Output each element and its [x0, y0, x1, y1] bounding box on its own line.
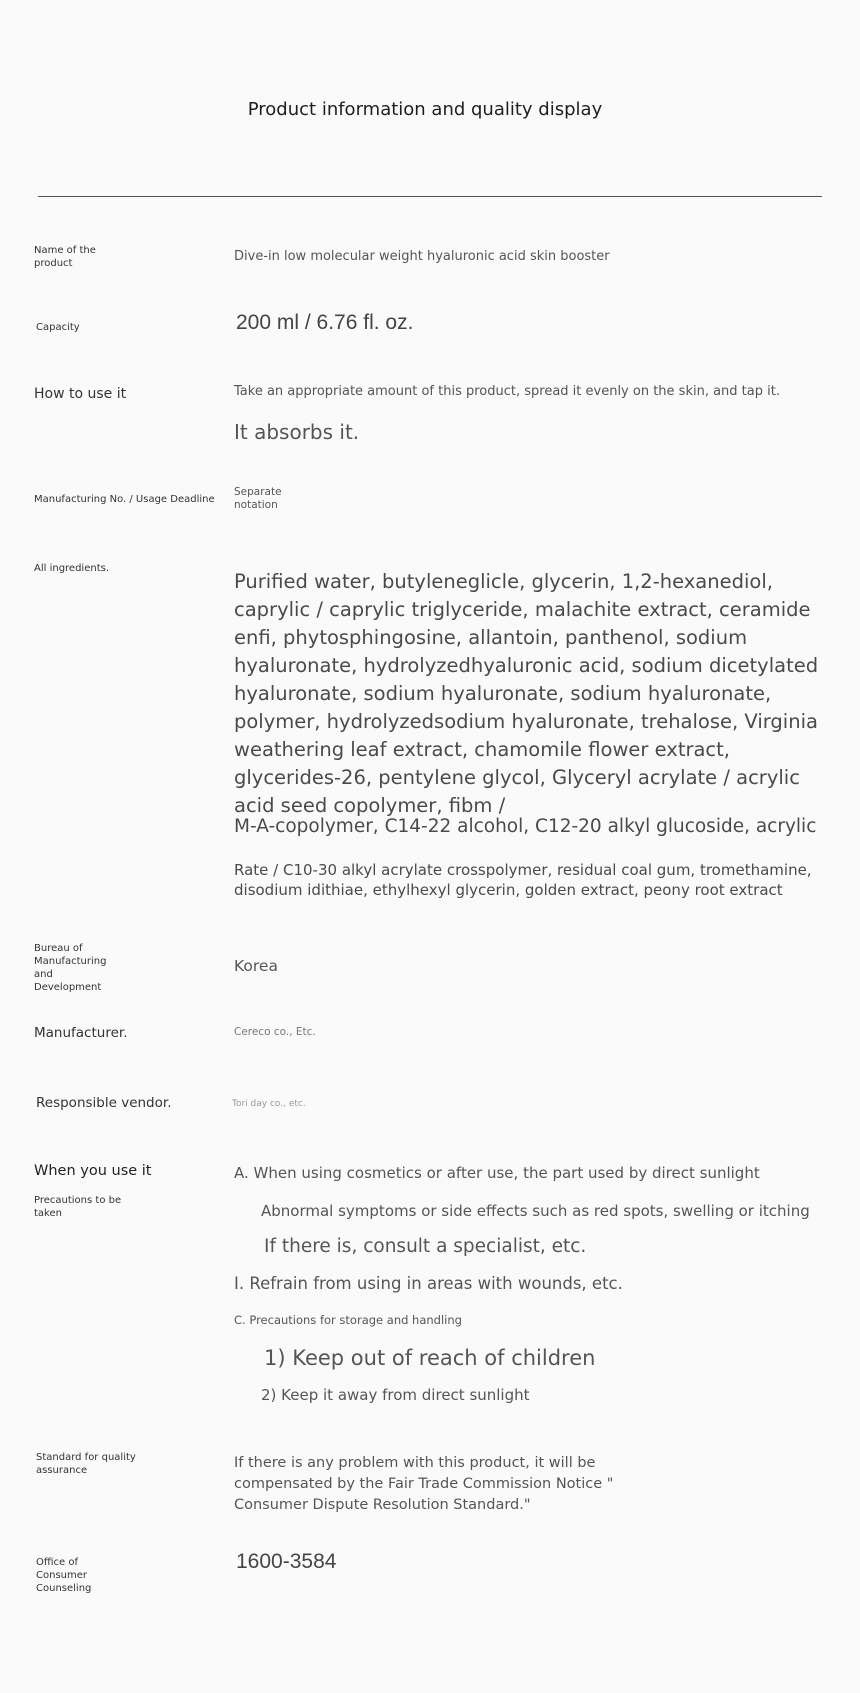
value-manufacturing: Separate notation: [234, 486, 282, 511]
precaution-a3: If there is, consult a specialist, etc.: [264, 1236, 587, 1257]
value-ingredients-continued: M-A-copolymer, C14-22 alcohol, C12-20 alkyl glucoside, acrylic: [234, 816, 817, 837]
label-bureau: Bureau of Manufacturing and Development: [34, 943, 107, 993]
value-manufacturer: Cereco co., Etc.: [234, 1026, 316, 1038]
label-product-name: Name of the product: [34, 245, 96, 269]
precaution-a2: Abnormal symptoms or side effects such as red spots, swelling or itching: [261, 1202, 810, 1220]
label-manufacturer: Manufacturer.: [34, 1025, 128, 1041]
page-title: Product information and quality display: [247, 99, 603, 120]
value-ingredients-main: Purified water, butyleneglicle, glycerin, 1,2-hexanediol, caprylic / caprylic triglyceride, malachite extract, ceramide enfi, phytosphingosine, allantoin, panthenol, sodium hyaluronate, hydrolyzedhyaluronic acid, sodium dicetylated hyaluronate, sodium hyaluronate, sodium hyaluronate, polymer, hydrolyzedsodium hyaluronate, trehalose, Virginia weathering leaf extract, chamomile flower extract, glycerides-26, pentylene glycol, Glyceryl acrylate / acrylic acid seed copolymer, fibm /: [234, 570, 819, 817]
value-bureau: Korea: [234, 957, 278, 975]
divider: [38, 196, 822, 197]
value-standard: If there is any problem with this product, it will be compensated by the Fair Trade Commission Notice " Consumer Dispute Resolution Standard.": [234, 1455, 614, 1513]
value-how-to-use-line1: Take an appropriate amount of this product, spread it evenly on the skin, and tap it.: [234, 384, 780, 399]
value-how-to-use-line2: It absorbs it.: [234, 420, 360, 444]
label-manufacturing: Manufacturing No. / Usage Deadline: [34, 494, 215, 505]
precaution-c1: 1) Keep out of reach of children: [264, 1346, 596, 1370]
value-vendor: Tori day co., etc.: [232, 1099, 306, 1109]
precaution-c2: 2) Keep it away from direct sunlight: [261, 1386, 530, 1404]
label-how-to-use: How to use it: [34, 386, 127, 402]
value-capacity: 200 ml / 6.76 fl. oz.: [236, 311, 414, 334]
label-capacity: Capacity: [36, 322, 80, 333]
value-office-phone: 1600-3584: [236, 1550, 337, 1573]
label-office: Office of Consumer Counseling: [36, 1557, 92, 1594]
precaution-b: I. Refrain from using in areas with wounds, etc.: [234, 1274, 623, 1293]
label-precautions: Precautions to be taken: [34, 1195, 122, 1219]
label-when-use: When you use it: [34, 1163, 152, 1179]
label-vendor: Responsible vendor.: [36, 1095, 172, 1111]
label-ingredients: All ingredients.: [34, 563, 110, 574]
label-standard: Standard for quality assurance: [36, 1452, 136, 1476]
precaution-a: A. When using cosmetics or after use, the part used by direct sunlight: [234, 1164, 760, 1182]
precaution-c: C. Precautions for storage and handling: [234, 1313, 462, 1327]
value-product-name: Dive-in low molecular weight hyaluronic acid skin booster: [234, 249, 610, 264]
value-ingredients-end: Rate / C10-30 alkyl acrylate crosspolymer, residual coal gum, tromethamine, disodium idithiae, ethylhexyl glycerin, golden extract, peony root extract: [234, 861, 812, 899]
